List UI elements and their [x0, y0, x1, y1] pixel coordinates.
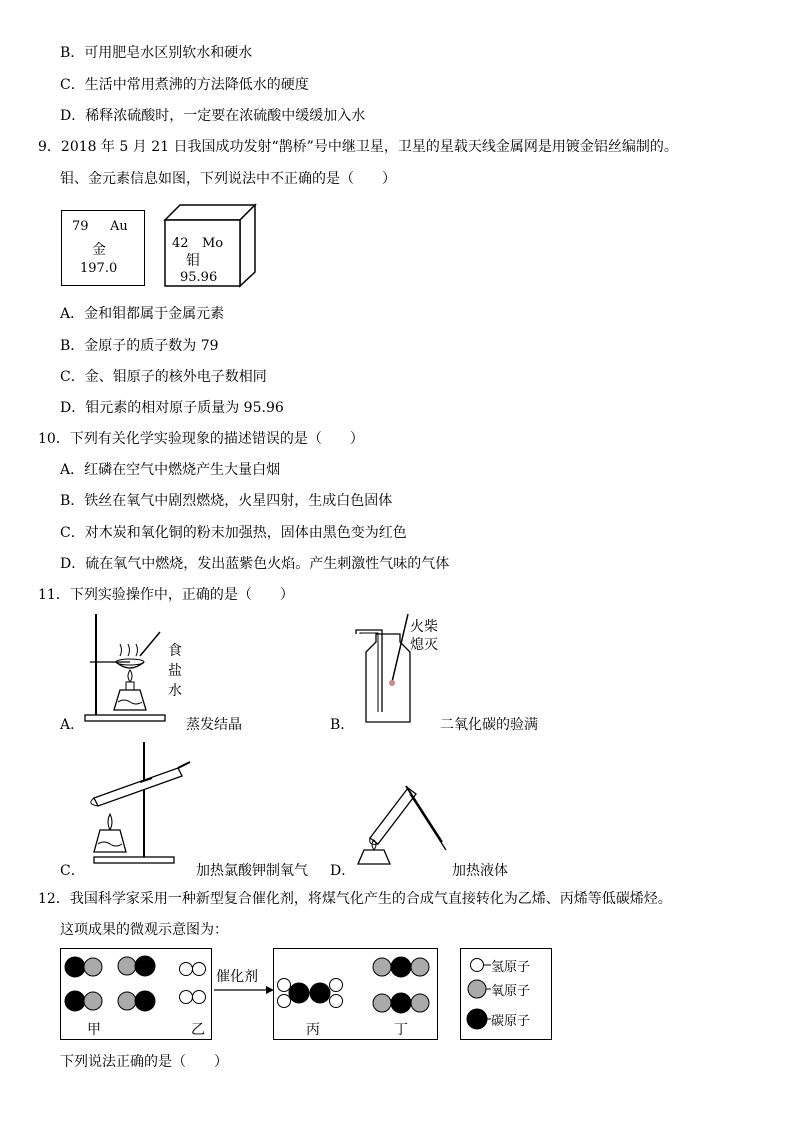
- gold-atomic-mass: 197.0: [80, 261, 118, 276]
- atom-legend-box: [460, 948, 552, 1040]
- q12-stem-line2: 这项成果的微观示意图为：: [60, 922, 228, 938]
- catalyst-label: 催化剂: [216, 969, 258, 985]
- q11-option-c-caption: 加热氯酸钾制氧气: [196, 863, 308, 879]
- evaporation-apparatus-figure: [80, 610, 170, 725]
- q9-stem-line2: 钼、金元素信息如图，下列说法中不正确的是（ ）: [60, 171, 396, 187]
- mo-symbol: Mo: [202, 236, 224, 251]
- q10-option-a: A．红磷在空气中燃烧产生大量白烟: [60, 462, 281, 478]
- q11-option-d-letter: D．: [330, 863, 356, 879]
- gold-atomic-number: 79: [72, 219, 89, 234]
- legend-oxygen-label: 氧原子: [491, 984, 531, 999]
- q8-option-c: C．生活中常用煮沸的方法降低水的硬度: [60, 77, 309, 93]
- q11-b-label-extinguish: 熄灭: [410, 637, 438, 653]
- product-label-ding: 丁: [394, 1022, 408, 1038]
- gold-symbol: Au: [110, 219, 128, 234]
- legend-atom-icons: [461, 949, 491, 1039]
- mo-atomic-mass: 95.96: [180, 270, 218, 285]
- q10-option-b: B．铁丝在氧气中剧烈燃烧，火星四射，生成白色固体: [60, 493, 393, 509]
- q11-option-d-caption: 加热液体: [452, 863, 508, 879]
- q9-option-d: D．钼元素的相对原子质量为 95.96: [60, 400, 284, 416]
- q12-question: 下列说法正确的是（ ）: [60, 1054, 228, 1070]
- q11-b-label-match: 火柴: [410, 619, 438, 635]
- q11-a-label-3: 水: [168, 683, 182, 699]
- q11-a-label-2: 盐: [168, 663, 182, 679]
- q11-a-label-1: 食: [168, 643, 182, 659]
- q8-option-b: B．可用肥皂水区别软水和硬水: [60, 45, 253, 61]
- q10-option-d: D．硫在氧气中燃烧，发出蓝紫色火焰。产生刺激性气味的气体: [60, 556, 450, 572]
- gold-name: 金: [92, 242, 106, 258]
- q11-option-a-letter: A．: [60, 717, 85, 733]
- reactant-label-yi: 乙: [191, 1022, 205, 1038]
- q11-option-b-caption: 二氧化碳的验满: [440, 717, 538, 733]
- mo-atomic-number: 42: [172, 236, 189, 251]
- reaction-arrow: [212, 984, 274, 996]
- heating-liquid-figure: [350, 780, 450, 866]
- q11-stem: 11．下列实验操作中，正确的是（ ）: [38, 587, 294, 603]
- gold-element-card: [61, 210, 145, 286]
- q10-stem: 10．下列有关化学实验现象的描述错误的是（ ）: [38, 431, 364, 447]
- q9-option-b: B．金原子的质子数为 79: [60, 338, 219, 354]
- legend-hydrogen-label: 氢原子: [491, 960, 531, 975]
- legend-carbon-label: 碳原子: [491, 1014, 531, 1029]
- q12-stem-line1: 12．我国科学家采用一种新型复合催化剂，将煤气化产生的合成气直接转化为乙烯、丙烯等低碳烯烃。: [38, 891, 672, 907]
- q9-option-c: C．金、钼原子的核外电子数相同: [60, 369, 267, 385]
- products-box: [273, 948, 438, 1040]
- heating-potassium-chlorate-figure: [80, 740, 200, 865]
- q11-option-a-caption: 蒸发结晶: [186, 717, 242, 733]
- product-label-bing: 丙: [306, 1022, 320, 1038]
- reactant-label-jia: 甲: [87, 1022, 101, 1038]
- mo-name: 钼: [186, 253, 200, 269]
- reactants-box: [60, 948, 212, 1040]
- q9-stem-line1: 9．2018 年 5 月 21 日我国成功发射“鹊桥”号中继卫星，卫星的星载天线金属网是用镀金铝丝编制的。: [38, 139, 678, 155]
- q11-option-c-letter: C．: [60, 863, 85, 879]
- q11-option-b-letter: B．: [330, 717, 355, 733]
- product-molecules: [274, 949, 437, 1039]
- q9-option-a: A．金和钼都属于金属元素: [60, 306, 225, 322]
- q10-option-c: C．对木炭和氧化铜的粉末加强热，固体由黑色变为红色: [60, 525, 407, 541]
- q8-option-d: D．稀释浓硫酸时，一定要在浓硫酸中缓缓加入水: [60, 108, 366, 124]
- reactant-molecules: [61, 949, 211, 1039]
